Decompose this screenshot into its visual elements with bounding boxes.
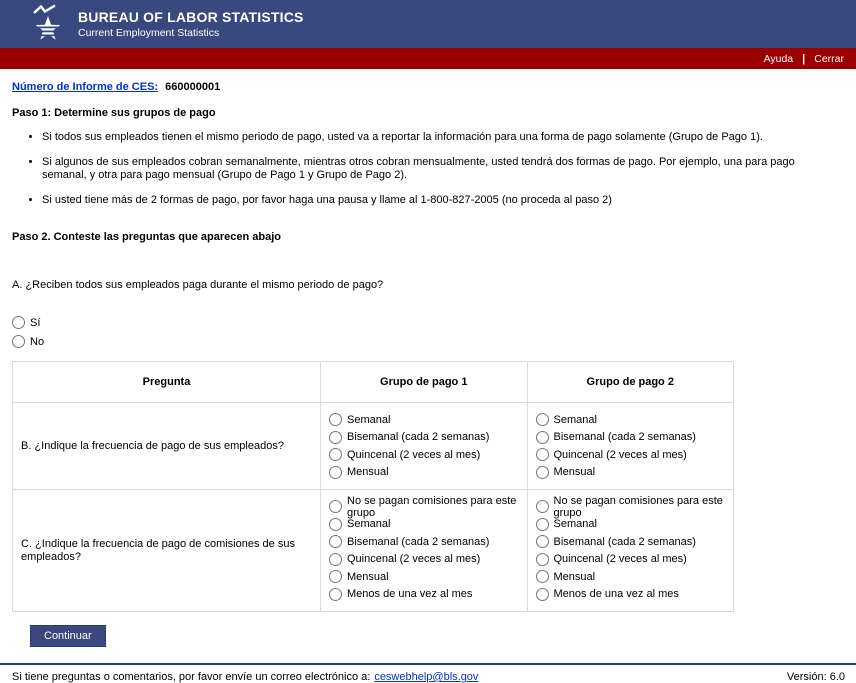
question-a-options: [12, 313, 844, 351]
radio-option: [536, 446, 730, 464]
row1-g1-opt3-radio[interactable]: [329, 448, 342, 461]
radio-option: [536, 411, 730, 429]
radio-option: [329, 446, 523, 464]
row1-g1-opt4-label: Mensual: [347, 466, 389, 479]
row1-g1-opt1-radio[interactable]: [329, 413, 342, 426]
row1-g1-opt2-label: Bisemanal (cada 2 semanas): [347, 431, 490, 444]
table-header-1: Pregunta: [13, 362, 321, 403]
table-header-3: Grupo de pago 2: [527, 362, 734, 403]
row1-g2-opt1-label: Semanal: [553, 413, 597, 426]
row2-g2-opt5-label: Mensual: [553, 570, 596, 583]
row2-g1-opt1-label: No se pagan comisiones para este grupo: [347, 494, 517, 519]
row2-g2-opt1-radio[interactable]: [536, 500, 549, 513]
row2-g1-opt6-label: Menos de una vez al mes: [347, 588, 473, 601]
row1-g1-opt1-label: Semanal: [347, 413, 391, 426]
nav-separator: |: [802, 52, 806, 65]
radio-option: [329, 494, 523, 519]
paso1-bullet-list: [42, 131, 844, 207]
row1-g1-opt3-label: Quincenal (2 veces al mes): [347, 448, 481, 461]
radio-option: [536, 533, 730, 551]
qa-no-radio[interactable]: [12, 335, 25, 348]
row2-g2-opt4-label: Quincenal (2 veces al mes): [553, 553, 687, 566]
radio-option: [12, 332, 844, 351]
paso1-bullet-2: • Si algunos de sus empleados cobran semanalmente, mientras otros cobran mensualmente, usted tendrá dos formas de pago. Por ejemplo, una para pago semanal, y otra para pago mensual (Grupo de Pago 1 y Grupo de Pago 2).: [42, 156, 844, 182]
row2-g1-opt4-radio[interactable]: [329, 553, 342, 566]
row-question-1: B. ¿Indique la frecuencia de pago de sus empleados?: [13, 403, 321, 490]
paso1-bullet-1: • Si todos sus empleados tienen el mismo periodo de pago, usted va a reportar la información para una forma de pago solamente (Grupo de Pago 1).: [42, 131, 844, 144]
footer-email-link[interactable]: ceswebhelp@bls.gov: [374, 671, 479, 683]
row1-group2-options: [527, 403, 734, 490]
row2-g2-opt6-radio[interactable]: [536, 588, 549, 601]
radio-option: [329, 429, 523, 447]
radio-option: [329, 411, 523, 429]
table-row: [13, 403, 734, 490]
bls-logo-icon: [28, 4, 68, 44]
row2-g2-opt5-radio[interactable]: [536, 570, 549, 583]
ayuda-link[interactable]: Ayuda: [763, 52, 794, 65]
row1-g2-opt4-label: Mensual: [553, 466, 596, 479]
table-row: [13, 490, 734, 612]
app-title: BUREAU OF LABOR STATISTICS: [78, 9, 304, 25]
row1-g2-opt2-label: Bisemanal (cada 2 semanas): [553, 431, 696, 444]
row2-group1-options: [321, 490, 528, 612]
radio-option: [536, 494, 730, 519]
main-content: [0, 69, 856, 647]
row2-g1-opt5-label: Mensual: [347, 570, 389, 583]
report-line: [12, 81, 844, 93]
row1-g2-opt1-radio[interactable]: [536, 413, 549, 426]
app-subtitle: Current Employment Statistics: [78, 27, 220, 39]
radio-option: [329, 464, 523, 482]
ces-report-number: 660000001: [165, 81, 221, 93]
row2-g1-opt6-radio[interactable]: [329, 588, 342, 601]
row2-g1-opt2-radio[interactable]: [329, 518, 342, 531]
continuar-button[interactable]: Continuar: [30, 625, 106, 647]
row2-g2-opt3-radio[interactable]: [536, 535, 549, 548]
row2-g2-opt1-label: No se pagan comisiones para este grupo: [553, 494, 723, 519]
row1-g2-opt4-radio[interactable]: [536, 466, 549, 479]
app-header: [0, 0, 856, 48]
row-question-2: C. ¿Indique la frecuencia de pago de comisiones de sus empleados?: [13, 490, 321, 612]
row2-g1-opt2-label: Semanal: [347, 518, 391, 531]
ces-report-number-link[interactable]: Número de Informe de CES:: [12, 81, 159, 93]
paso2-heading: Paso 2. Conteste las preguntas que aparecen abajo: [12, 231, 281, 243]
row1-g2-opt3-radio[interactable]: [536, 448, 549, 461]
footer-help-text: Si tiene preguntas o comentarios, por favor envíe un correo electrónico a:: [12, 671, 371, 683]
radio-option: [536, 568, 730, 586]
question-a-text: A. ¿Reciben todos sus empleados paga durante el mismo periodo de pago?: [12, 279, 384, 291]
radio-option: [12, 313, 844, 332]
paso1-heading: Paso 1: Determine sus grupos de pago: [12, 107, 216, 119]
radio-option: [329, 586, 523, 604]
version-label: Versión: 6.0: [786, 671, 845, 683]
nav-bar: [0, 48, 856, 69]
row2-g1-opt5-radio[interactable]: [329, 570, 342, 583]
radio-option: [329, 568, 523, 586]
row1-g1-opt2-radio[interactable]: [329, 431, 342, 444]
row2-g1-opt3-radio[interactable]: [329, 535, 342, 548]
radio-option: [536, 551, 730, 569]
row2-group2-options: [527, 490, 734, 612]
radio-option: [536, 464, 730, 482]
qa-no-label: No: [30, 335, 45, 348]
cerrar-link[interactable]: Cerrar: [814, 52, 844, 65]
table-header-row: [13, 362, 734, 403]
paso1-bullet-3: • Si usted tiene más de 2 formas de pago, por favor haga una pausa y llame al 1-800-827-2005 (no proceda al paso 2): [42, 194, 844, 207]
row2-g1-opt1-radio[interactable]: [329, 500, 342, 513]
row1-group1-options: [321, 403, 528, 490]
qa-sí-label: Sí: [30, 316, 41, 329]
row1-g1-opt4-radio[interactable]: [329, 466, 342, 479]
radio-option: [329, 551, 523, 569]
radio-option: [329, 533, 523, 551]
table-header-2: Grupo de pago 1: [321, 362, 528, 403]
row2-g1-opt4-label: Quincenal (2 veces al mes): [347, 553, 481, 566]
radio-option: [536, 586, 730, 604]
row1-g2-opt3-label: Quincenal (2 veces al mes): [553, 448, 687, 461]
row2-g2-opt2-label: Semanal: [553, 518, 597, 531]
row1-g2-opt2-radio[interactable]: [536, 431, 549, 444]
row2-g1-opt3-label: Bisemanal (cada 2 semanas): [347, 535, 490, 548]
row2-g2-opt2-radio[interactable]: [536, 518, 549, 531]
row2-g2-opt4-radio[interactable]: [536, 553, 549, 566]
qa-sí-radio[interactable]: [12, 316, 25, 329]
row2-g2-opt6-label: Menos de una vez al mes: [553, 588, 679, 601]
radio-option: [536, 429, 730, 447]
row2-g2-opt3-label: Bisemanal (cada 2 semanas): [553, 535, 696, 548]
footer: [0, 665, 856, 683]
pay-groups-table: [12, 361, 734, 612]
